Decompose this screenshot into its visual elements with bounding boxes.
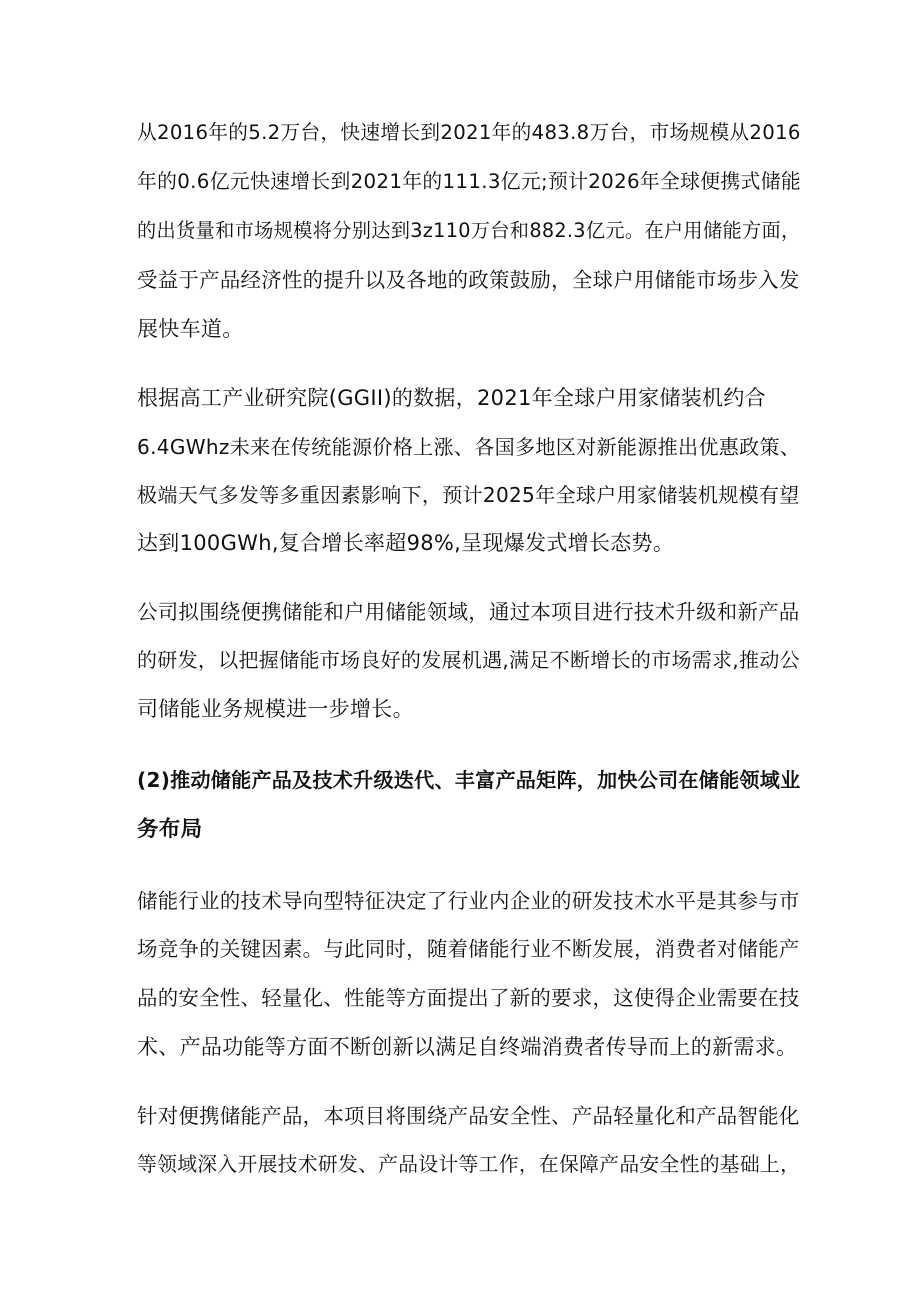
paragraph-1-line-1: 从2016年的5.2万台，快速增长到2021年的483.8万台，市场规模从2016 [137,121,801,144]
paragraph-5-line-1: 针对便携储能产品，本项目将围绕产品安全性、产品轻量化和产品智能化 [137,1104,800,1128]
paragraph-1-line-2: 年的0.6亿元快速增长到2021年的111.3亿元;预计2026年全球便携式储能 [137,170,801,193]
paragraph-4-line-4: 术、产品功能等方面不断创新以满足自终端消费者传导而上的新需求。 [137,1035,798,1059]
paragraph-2-line-4: 达到100GWh,复合增长率超98%,呈现爆发式增长态势。 [137,531,675,555]
section-heading-line-2: 务布局 [137,817,203,842]
section-heading-line-1: (2)推动储能产品及技术升级迭代、丰富产品矩阵，加快公司在储能领域业 [137,768,801,792]
paragraph-5-line-2: 等领域深入开展技术研发、产品设计等工作，在保障产品安全性的基础上， [137,1153,801,1176]
paragraph-1-line-5: 展快车道。 [137,317,244,341]
paragraph-1-line-4: 受益于产品经济性的提升以及各地的政策鼓励，全球户用储能市场步入发 [137,268,800,292]
paragraph-3-line-1: 公司拟围绕便携储能和户用储能领域，通过本项目进行技术升级和新产品 [137,600,800,624]
paragraph-4-line-2: 场竞争的关键因素。与此同时，随着储能行业不断发展，消费者对储能产 [137,937,800,961]
paragraph-4-line-3: 品的安全性、轻量化、性能等方面提出了新的要求，这使得企业需要在技 [137,986,800,1010]
paragraph-3-line-3: 司储能业务规模进一步增长。 [137,697,414,721]
paragraph-3-line-2: 的研发，以把握储能市场良好的发展机遇,满足不断增长的市场需求,推动公 [137,648,800,672]
paragraph-2-line-3: 极端天气多发等多重因素影响下，预计2025年全球户用家储装机规模有望 [137,483,800,507]
paragraph-2-line-1: 根据高工产业研究院(GGII)的数据，2021年全球户用家储装机约合 [137,386,766,410]
paragraph-1-line-3: 的出货量和市场规模将分别达到3z110万台和882.3亿元。在户用储能方面， [137,219,801,242]
paragraph-2-line-2: 6.4GWhz未来在传统能源价格上涨、各国多地区对新能源推出优惠政策、 [137,435,801,459]
paragraph-4-line-1: 储能行业的技术导向型特征决定了行业内企业的研发技术水平是其参与市 [137,889,800,913]
